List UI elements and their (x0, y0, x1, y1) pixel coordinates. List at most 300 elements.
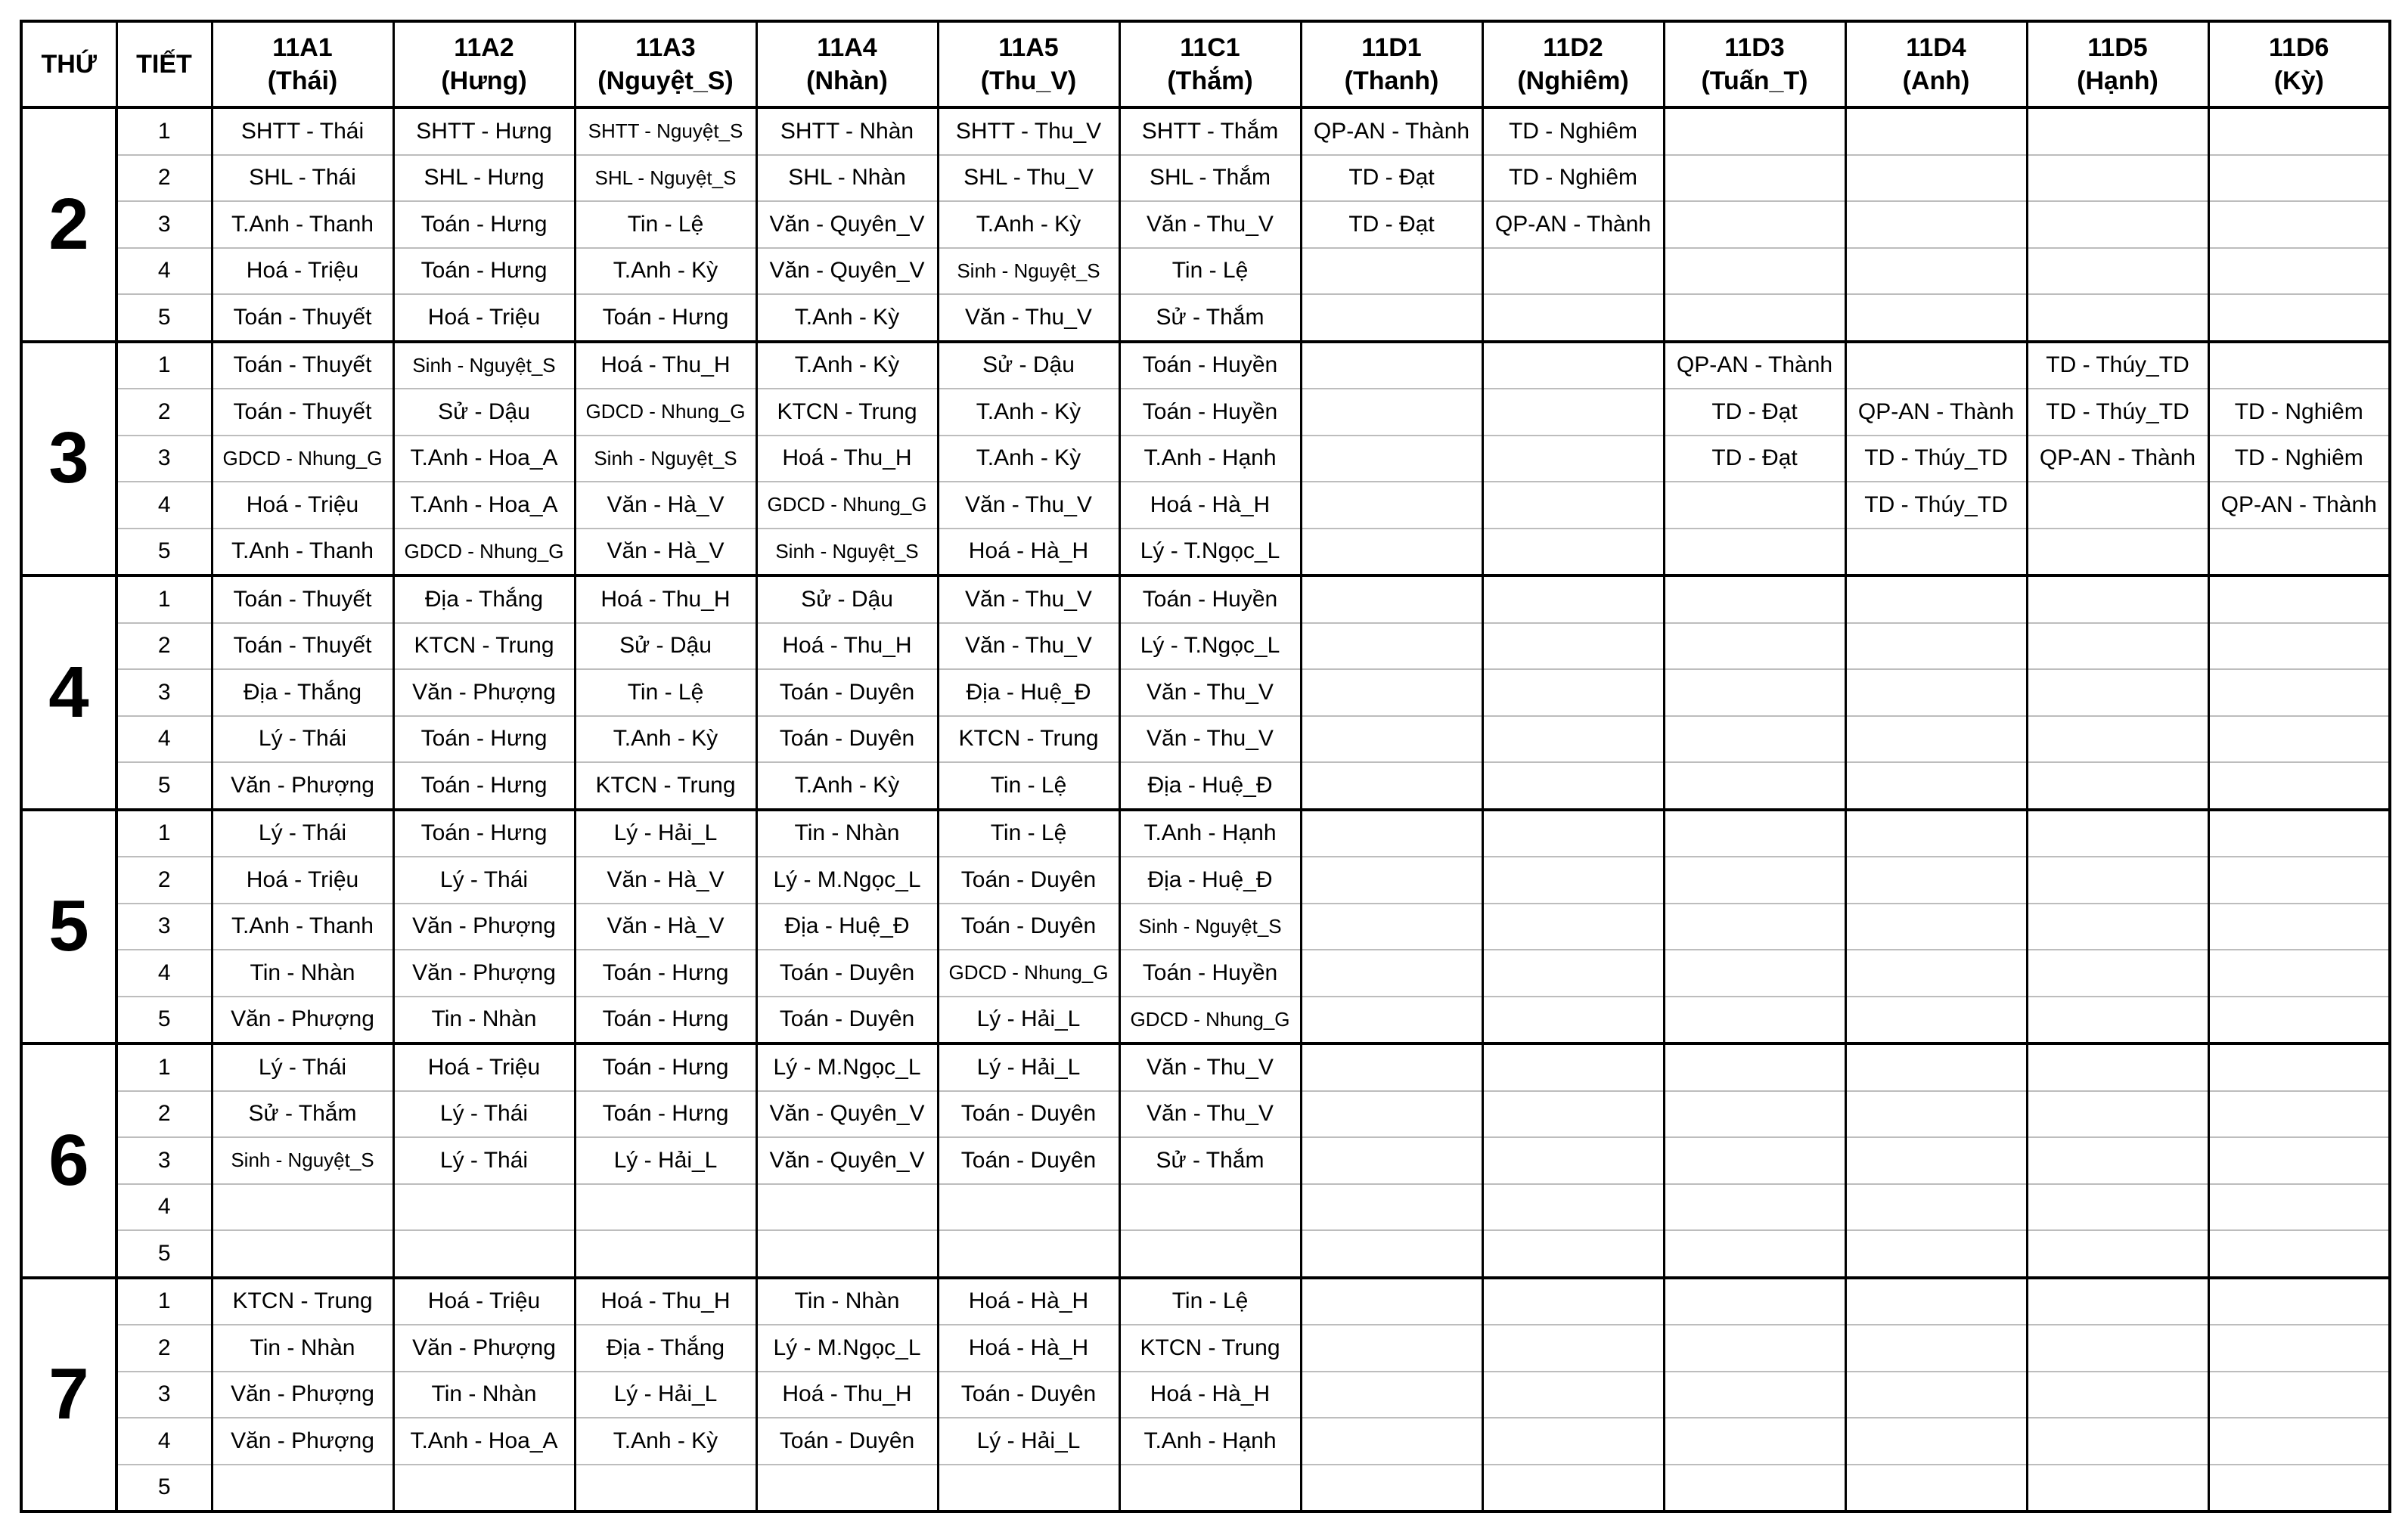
lesson-cell (1301, 482, 1482, 529)
lesson-cell (1664, 904, 1845, 950)
lesson-cell: T.Anh - Kỳ (575, 716, 756, 763)
lesson-cell: GDCD - Nhung_G (393, 529, 575, 576)
lesson-cell: Văn - Thu_V (1119, 716, 1301, 763)
lesson-cell (2027, 529, 2208, 576)
period-number: 4 (116, 248, 212, 295)
table-row (21, 529, 2390, 576)
lesson-cell: Văn - Phượng (393, 904, 575, 950)
class-code: 11D1 (1361, 33, 1422, 62)
lesson-cell: Văn - Phượng (393, 1325, 575, 1372)
lesson-cell (1482, 248, 1664, 295)
lesson-cell: Toán - Hưng (393, 762, 575, 810)
lesson-cell: Tin - Lệ (575, 669, 756, 716)
lesson-cell: SHL - Nhàn (756, 155, 938, 202)
lesson-cell (1482, 669, 1664, 716)
lesson-cell (2027, 201, 2208, 248)
lesson-cell: Sinh - Nguyệt_S (393, 342, 575, 389)
table-row (21, 1418, 2390, 1465)
lesson-cell: T.Anh - Kỳ (575, 1418, 756, 1465)
lesson-cell (1664, 482, 1845, 529)
lesson-cell: SHL - Hưng (393, 155, 575, 202)
lesson-cell: TD - Đạt (1301, 155, 1482, 202)
lesson-cell: Hoá - Triệu (212, 857, 393, 904)
lesson-cell: Hoá - Hà_H (938, 1278, 1119, 1325)
lesson-cell: GDCD - Nhung_G (756, 482, 938, 529)
lesson-cell: GDCD - Nhung_G (938, 950, 1119, 997)
lesson-cell: Địa - Huệ_Đ (938, 669, 1119, 716)
lesson-cell: Văn - Hà_V (575, 482, 756, 529)
lesson-cell: Toán - Hưng (575, 997, 756, 1044)
period-number: 3 (116, 904, 212, 950)
lesson-cell (2027, 1372, 2208, 1418)
lesson-cell (1301, 294, 1482, 342)
lesson-cell (2208, 1278, 2390, 1325)
lesson-cell (2027, 623, 2208, 670)
class-teacher: (Nhàn) (806, 67, 888, 95)
lesson-cell: Hoá - Triệu (393, 294, 575, 342)
lesson-cell: Sinh - Nguyệt_S (1119, 904, 1301, 950)
lesson-cell (1664, 529, 1845, 576)
lesson-cell: Hoá - Thu_H (756, 436, 938, 482)
lesson-cell (1664, 810, 1845, 857)
lesson-cell: Toán - Huyền (1119, 342, 1301, 389)
lesson-cell (2027, 575, 2208, 623)
lesson-cell: KTCN - Trung (756, 389, 938, 436)
lesson-cell (1301, 1372, 1482, 1418)
table-row (21, 904, 2390, 950)
lesson-cell (2208, 950, 2390, 997)
lesson-cell (938, 1465, 1119, 1512)
lesson-cell (575, 1230, 756, 1278)
table-row (21, 482, 2390, 529)
lesson-cell: Lý - Hải_L (575, 810, 756, 857)
lesson-cell (1482, 904, 1664, 950)
lesson-cell: Văn - Phượng (212, 997, 393, 1044)
lesson-cell: Sinh - Nguyệt_S (212, 1137, 393, 1184)
period-number: 4 (116, 716, 212, 763)
class-header (1119, 21, 1301, 107)
lesson-cell: T.Anh - Kỳ (575, 248, 756, 295)
lesson-cell: T.Anh - Kỳ (756, 342, 938, 389)
period-number: 1 (116, 1278, 212, 1325)
lesson-cell (1664, 1325, 1845, 1372)
lesson-cell: Hoá - Thu_H (756, 623, 938, 670)
lesson-cell (1664, 1043, 1845, 1091)
lesson-cell (1301, 575, 1482, 623)
lesson-cell: T.Anh - Hạnh (1119, 1418, 1301, 1465)
lesson-cell (1301, 1465, 1482, 1512)
lesson-cell: Sử - Dậu (575, 623, 756, 670)
lesson-cell: Tin - Lệ (938, 762, 1119, 810)
period-number: 2 (116, 1325, 212, 1372)
period-number: 5 (116, 1230, 212, 1278)
period-number: 3 (116, 201, 212, 248)
lesson-cell: Toán - Huyền (1119, 575, 1301, 623)
lesson-cell (1845, 623, 2027, 670)
period-number: 5 (116, 529, 212, 576)
table-row (21, 810, 2390, 857)
class-header (756, 21, 938, 107)
lesson-cell (2027, 1325, 2208, 1372)
lesson-cell: TD - Đạt (1664, 389, 1845, 436)
lesson-cell: Văn - Phượng (212, 1418, 393, 1465)
table-row (21, 575, 2390, 623)
lesson-cell (1845, 904, 2027, 950)
lesson-cell: Hoá - Hà_H (938, 529, 1119, 576)
lesson-cell: Địa - Huệ_Đ (1119, 857, 1301, 904)
lesson-cell: Văn - Thu_V (1119, 1091, 1301, 1138)
day-group (21, 575, 2390, 810)
lesson-cell: Toán - Hưng (393, 810, 575, 857)
lesson-cell (1301, 1418, 1482, 1465)
class-teacher: (Hạnh) (2077, 67, 2158, 95)
lesson-cell (1482, 857, 1664, 904)
lesson-cell (1482, 950, 1664, 997)
lesson-cell (1482, 482, 1664, 529)
lesson-cell (2208, 716, 2390, 763)
lesson-cell: T.Anh - Thanh (212, 529, 393, 576)
lesson-cell: TD - Thúy_TD (2027, 389, 2208, 436)
lesson-cell (1845, 1325, 2027, 1372)
lesson-cell: Toán - Huyền (1119, 950, 1301, 997)
lesson-cell (1845, 1372, 2027, 1418)
table-row (21, 436, 2390, 482)
lesson-cell: Toán - Hưng (575, 1091, 756, 1138)
lesson-cell: Sử - Dậu (938, 342, 1119, 389)
lesson-cell: Địa - Thắng (212, 669, 393, 716)
lesson-cell (2027, 857, 2208, 904)
lesson-cell: Toán - Duyên (938, 1372, 1119, 1418)
table-row (21, 155, 2390, 202)
table-row (21, 950, 2390, 997)
day-group (21, 1278, 2390, 1512)
lesson-cell (2208, 810, 2390, 857)
lesson-cell (1845, 529, 2027, 576)
lesson-cell (1482, 575, 1664, 623)
lesson-cell: Tin - Nhàn (393, 1372, 575, 1418)
lesson-cell: Văn - Thu_V (1119, 669, 1301, 716)
lesson-cell (2027, 1043, 2208, 1091)
lesson-cell: Lý - Thái (212, 1043, 393, 1091)
lesson-cell (1301, 950, 1482, 997)
period-number: 4 (116, 1184, 212, 1231)
class-teacher: (Nguyệt_S) (597, 67, 734, 95)
lesson-cell: TD - Đạt (1664, 436, 1845, 482)
lesson-cell (2027, 1230, 2208, 1278)
lesson-cell (1119, 1184, 1301, 1231)
table-row (21, 623, 2390, 670)
lesson-cell: Hoá - Triệu (212, 482, 393, 529)
lesson-cell (1845, 1091, 2027, 1138)
lesson-cell (1301, 716, 1482, 763)
period-number: 2 (116, 857, 212, 904)
period-number: 5 (116, 1465, 212, 1512)
lesson-cell (2027, 904, 2208, 950)
lesson-cell (1845, 107, 2027, 155)
table-row (21, 1043, 2390, 1091)
lesson-cell: Lý - Thái (393, 1137, 575, 1184)
lesson-cell (1845, 1465, 2027, 1512)
lesson-cell: Toán - Duyên (938, 1091, 1119, 1138)
lesson-cell (1482, 716, 1664, 763)
lesson-cell: Hoá - Hà_H (1119, 482, 1301, 529)
lesson-cell: Lý - T.Ngọc_L (1119, 529, 1301, 576)
class-header (1664, 21, 1845, 107)
lesson-cell: QP-AN - Thành (1301, 107, 1482, 155)
class-teacher: (Thắm) (1167, 67, 1253, 95)
lesson-cell: Hoá - Hà_H (1119, 1372, 1301, 1418)
lesson-cell (1845, 1184, 2027, 1231)
lesson-cell: SHL - Nguyệt_S (575, 155, 756, 202)
lesson-cell: Địa - Thắng (575, 1325, 756, 1372)
day-label: 6 (21, 1043, 116, 1278)
lesson-cell (1664, 575, 1845, 623)
lesson-cell (2027, 107, 2208, 155)
lesson-cell (2027, 669, 2208, 716)
day-label: 7 (21, 1278, 116, 1512)
header-row (21, 21, 2390, 107)
lesson-cell: Lý - Thái (212, 716, 393, 763)
period-number: 2 (116, 1091, 212, 1138)
lesson-cell: QP-AN - Thành (1664, 342, 1845, 389)
lesson-cell (1664, 669, 1845, 716)
lesson-cell: Toán - Thuyết (212, 575, 393, 623)
lesson-cell: Lý - T.Ngọc_L (1119, 623, 1301, 670)
class-code: 11D2 (1543, 33, 1603, 62)
lesson-cell: Văn - Hà_V (575, 529, 756, 576)
lesson-cell (2208, 904, 2390, 950)
table-row (21, 669, 2390, 716)
lesson-cell: SHL - Thắm (1119, 155, 1301, 202)
lesson-cell: Hoá - Hà_H (938, 1325, 1119, 1372)
period-number: 1 (116, 575, 212, 623)
lesson-cell: GDCD - Nhung_G (1119, 997, 1301, 1044)
lesson-cell: T.Anh - Kỳ (756, 762, 938, 810)
lesson-cell: Toán - Duyên (756, 1418, 938, 1465)
day-label: 2 (21, 107, 116, 342)
lesson-cell: Địa - Thắng (393, 575, 575, 623)
lesson-cell (1482, 623, 1664, 670)
lesson-cell: T.Anh - Kỳ (938, 389, 1119, 436)
lesson-cell (2208, 575, 2390, 623)
lesson-cell (1664, 1465, 1845, 1512)
lesson-cell: Sinh - Nguyệt_S (938, 248, 1119, 295)
lesson-cell: T.Anh - Hạnh (1119, 810, 1301, 857)
lesson-cell (2027, 716, 2208, 763)
lesson-cell: Địa - Huệ_Đ (1119, 762, 1301, 810)
lesson-cell: SHTT - Thu_V (938, 107, 1119, 155)
lesson-cell (212, 1230, 393, 1278)
lesson-cell (1845, 950, 2027, 997)
lesson-cell (1301, 623, 1482, 670)
lesson-cell: GDCD - Nhung_G (575, 389, 756, 436)
lesson-cell: Văn - Quyên_V (756, 248, 938, 295)
lesson-cell: SHTT - Hưng (393, 107, 575, 155)
lesson-cell (2208, 107, 2390, 155)
lesson-cell: QP-AN - Thành (2208, 482, 2390, 529)
lesson-cell (1301, 1278, 1482, 1325)
period-number: 3 (116, 1372, 212, 1418)
timetable (20, 20, 2391, 1513)
period-number: 2 (116, 389, 212, 436)
lesson-cell (1301, 1230, 1482, 1278)
class-code: 11A2 (454, 33, 514, 62)
day-label: 3 (21, 342, 116, 576)
lesson-cell: QP-AN - Thành (1482, 201, 1664, 248)
lesson-cell (393, 1230, 575, 1278)
lesson-cell (1845, 1043, 2027, 1091)
lesson-cell: Lý - Thái (393, 857, 575, 904)
lesson-cell (1664, 1372, 1845, 1418)
lesson-cell (393, 1465, 575, 1512)
class-code: 11D3 (1724, 33, 1785, 62)
lesson-cell (1845, 1418, 2027, 1465)
lesson-cell: Toán - Duyên (756, 950, 938, 997)
lesson-cell: TD - Đạt (1301, 201, 1482, 248)
lesson-cell: Hoá - Triệu (212, 248, 393, 295)
lesson-cell: Hoá - Thu_H (756, 1372, 938, 1418)
lesson-cell (1845, 669, 2027, 716)
lesson-cell (1301, 1043, 1482, 1091)
lesson-cell: SHL - Thu_V (938, 155, 1119, 202)
class-header (575, 21, 756, 107)
lesson-cell: SHTT - Thái (212, 107, 393, 155)
lesson-cell: Văn - Phượng (212, 1372, 393, 1418)
lesson-cell (1119, 1465, 1301, 1512)
period-column-header: TIẾT (116, 21, 212, 107)
lesson-cell (1845, 810, 2027, 857)
lesson-cell (2208, 762, 2390, 810)
lesson-cell (1482, 1091, 1664, 1138)
day-group (21, 342, 2390, 576)
lesson-cell (1664, 1137, 1845, 1184)
lesson-cell (2027, 1184, 2208, 1231)
lesson-cell: Văn - Phượng (393, 950, 575, 997)
lesson-cell: T.Anh - Hạnh (1119, 436, 1301, 482)
lesson-cell (2027, 810, 2208, 857)
class-header (2027, 21, 2208, 107)
lesson-cell: Văn - Thu_V (938, 294, 1119, 342)
lesson-cell (1482, 1325, 1664, 1372)
lesson-cell: TD - Thúy_TD (1845, 482, 2027, 529)
class-code: 11A1 (272, 33, 333, 62)
lesson-cell (575, 1465, 756, 1512)
lesson-cell (1482, 529, 1664, 576)
lesson-cell: TD - Nghiêm (2208, 389, 2390, 436)
period-number: 4 (116, 482, 212, 529)
lesson-cell (1845, 997, 2027, 1044)
class-header (2208, 21, 2390, 107)
lesson-cell (1664, 950, 1845, 997)
class-code: 11A3 (635, 33, 696, 62)
lesson-cell (1482, 1465, 1664, 1512)
period-number: 5 (116, 762, 212, 810)
class-code: 11A5 (998, 33, 1059, 62)
lesson-cell (2027, 762, 2208, 810)
lesson-cell: Tin - Nhàn (756, 810, 938, 857)
lesson-cell (2208, 1091, 2390, 1138)
period-number: 3 (116, 669, 212, 716)
lesson-cell (2027, 1278, 2208, 1325)
lesson-cell: T.Anh - Kỳ (938, 436, 1119, 482)
lesson-cell (1301, 1184, 1482, 1231)
lesson-cell (1845, 762, 2027, 810)
class-teacher: (Kỳ) (2273, 67, 2324, 95)
lesson-cell (2208, 1465, 2390, 1512)
lesson-cell (2208, 1137, 2390, 1184)
lesson-cell (2208, 1325, 2390, 1372)
lesson-cell (212, 1465, 393, 1512)
lesson-cell (1301, 1091, 1482, 1138)
lesson-cell (1845, 294, 2027, 342)
table-row (21, 248, 2390, 295)
class-header (1482, 21, 1664, 107)
lesson-cell: GDCD - Nhung_G (212, 436, 393, 482)
class-header (212, 21, 393, 107)
lesson-cell (393, 1184, 575, 1231)
lesson-cell: TD - Thúy_TD (1845, 436, 2027, 482)
lesson-cell: Tin - Lệ (938, 810, 1119, 857)
lesson-cell: Tin - Nhàn (393, 997, 575, 1044)
period-number: 1 (116, 810, 212, 857)
lesson-cell (2027, 1137, 2208, 1184)
lesson-cell: T.Anh - Hoa_A (393, 482, 575, 529)
lesson-cell (1664, 1278, 1845, 1325)
lesson-cell (1664, 1184, 1845, 1231)
lesson-cell: Sử - Dậu (393, 389, 575, 436)
lesson-cell: Lý - Thái (212, 810, 393, 857)
table-row (21, 342, 2390, 389)
lesson-cell (1301, 529, 1482, 576)
lesson-cell (2027, 1465, 2208, 1512)
lesson-cell: Văn - Quyên_V (756, 1137, 938, 1184)
lesson-cell (1119, 1230, 1301, 1278)
lesson-cell (1482, 436, 1664, 482)
lesson-cell: Toán - Duyên (756, 716, 938, 763)
lesson-cell (1845, 155, 2027, 202)
lesson-cell: Văn - Thu_V (938, 623, 1119, 670)
lesson-cell (1301, 1137, 1482, 1184)
table-row (21, 1137, 2390, 1184)
lesson-cell: T.Anh - Kỳ (756, 294, 938, 342)
lesson-cell (212, 1184, 393, 1231)
lesson-cell (938, 1184, 1119, 1231)
lesson-cell: Toán - Thuyết (212, 623, 393, 670)
table-row (21, 201, 2390, 248)
lesson-cell (1482, 810, 1664, 857)
lesson-cell (1482, 1184, 1664, 1231)
lesson-cell: QP-AN - Thành (2027, 436, 2208, 482)
lesson-cell: Hoá - Triệu (393, 1278, 575, 1325)
lesson-cell: Văn - Quyên_V (756, 1091, 938, 1138)
lesson-cell (2208, 1372, 2390, 1418)
lesson-cell: QP-AN - Thành (1845, 389, 2027, 436)
table-row (21, 716, 2390, 763)
lesson-cell: Tin - Lệ (1119, 1278, 1301, 1325)
lesson-cell (2208, 1043, 2390, 1091)
period-number: 4 (116, 1418, 212, 1465)
lesson-cell (1301, 436, 1482, 482)
lesson-cell: T.Anh - Kỳ (938, 201, 1119, 248)
lesson-cell (1845, 575, 2027, 623)
lesson-cell (1301, 997, 1482, 1044)
lesson-cell: Văn - Thu_V (1119, 201, 1301, 248)
table-row (21, 1230, 2390, 1278)
lesson-cell (756, 1465, 938, 1512)
lesson-cell (1664, 155, 1845, 202)
lesson-cell: Văn - Thu_V (1119, 1043, 1301, 1091)
lesson-cell: Lý - M.Ngọc_L (756, 857, 938, 904)
